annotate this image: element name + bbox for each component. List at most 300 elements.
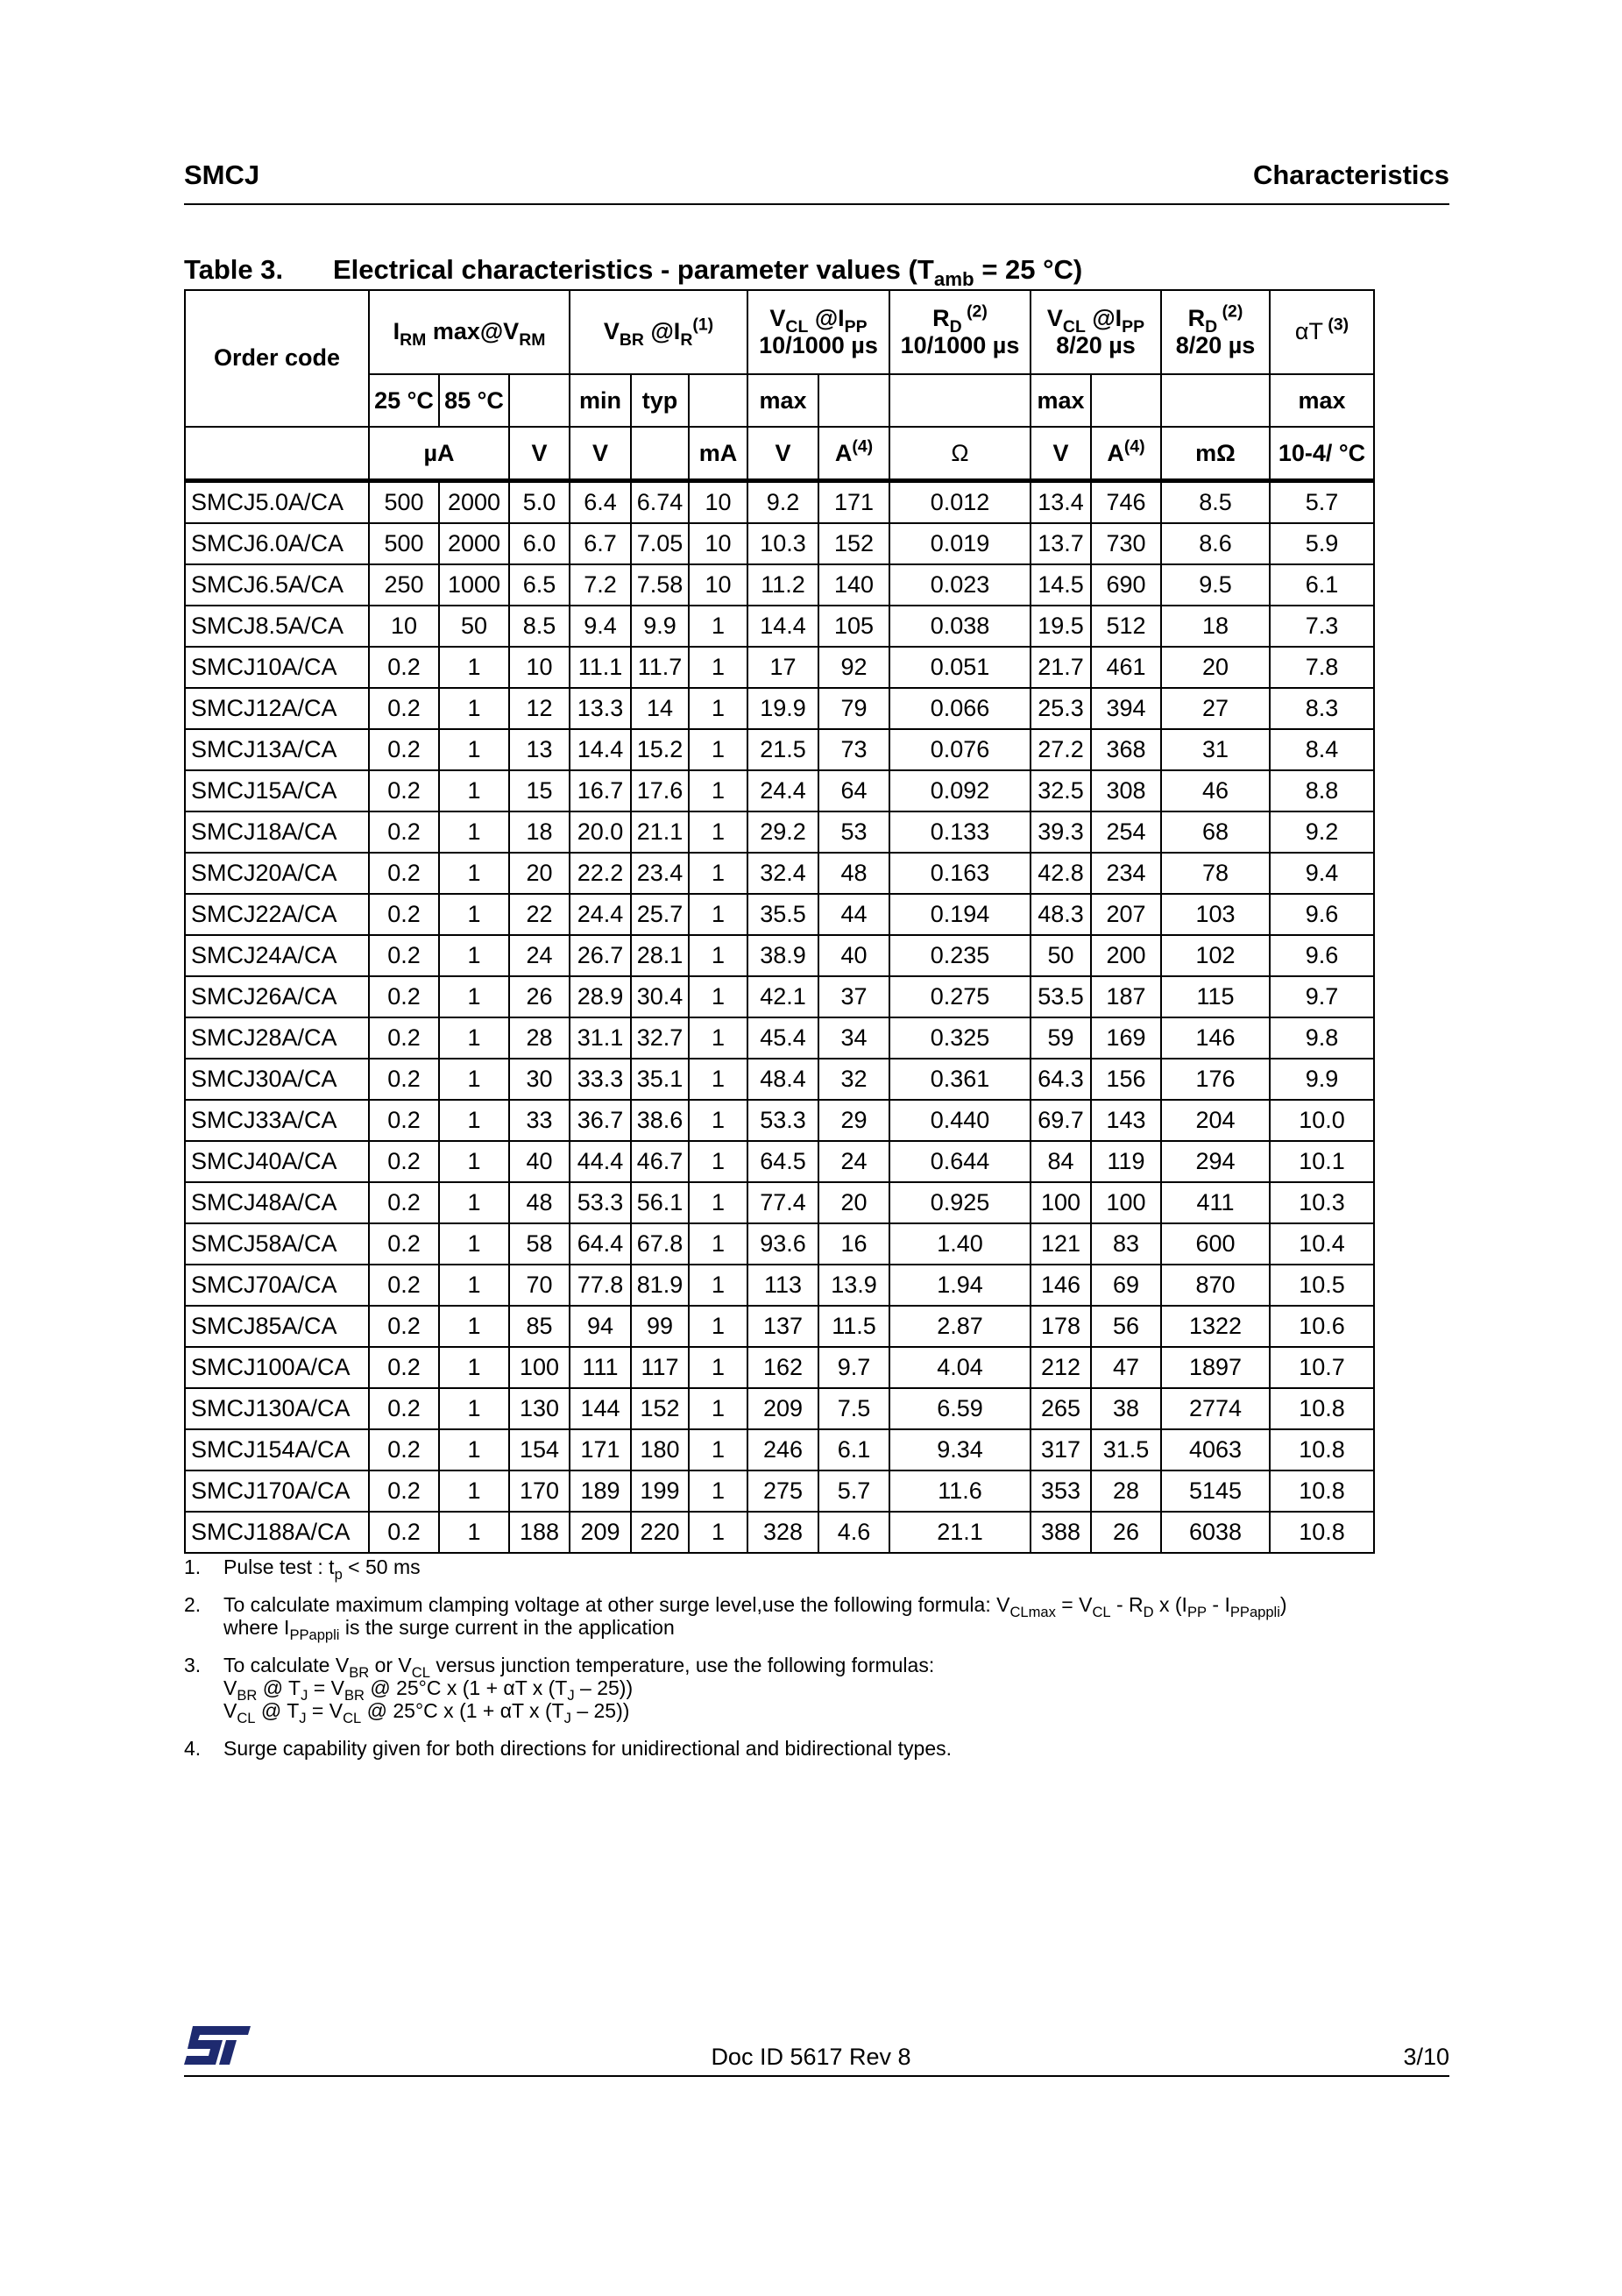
order-code-cell: SMCJ24A/CA: [185, 935, 369, 976]
table-row: [185, 647, 1374, 688]
value-cell: 10.6: [1270, 1306, 1374, 1347]
value-cell: 0.2: [369, 935, 439, 976]
footer-divider: [184, 2075, 1449, 2077]
value-cell: 0.2: [369, 688, 439, 729]
value-cell: 10.0: [1270, 1100, 1374, 1141]
value-cell: 2774: [1161, 1388, 1270, 1429]
sub-max: max: [1031, 374, 1091, 427]
value-cell: 180: [631, 1429, 689, 1470]
value-cell: 34: [818, 1017, 889, 1059]
value-cell: 42.8: [1031, 853, 1091, 894]
value-cell: 79: [818, 688, 889, 729]
value-cell: 146: [1161, 1017, 1270, 1059]
value-cell: 39.3: [1031, 811, 1091, 853]
value-cell: 10: [509, 647, 570, 688]
value-cell: 0.925: [889, 1182, 1031, 1223]
value-cell: 1: [439, 1141, 509, 1182]
value-cell: 220: [631, 1512, 689, 1553]
value-cell: 68: [1161, 811, 1270, 853]
value-cell: 27: [1161, 688, 1270, 729]
value-cell: 0.2: [369, 1306, 439, 1347]
header-title-right: Characteristics: [1252, 159, 1449, 190]
value-cell: 45.4: [747, 1017, 818, 1059]
value-cell: 27.2: [1031, 729, 1091, 770]
value-cell: 1: [439, 935, 509, 976]
order-code-cell: SMCJ58A/CA: [185, 1223, 369, 1265]
value-cell: 9.4: [570, 606, 631, 647]
unit-ohm: Ω: [889, 427, 1031, 481]
value-cell: 21.7: [1031, 647, 1091, 688]
unit-ua: µA: [369, 427, 509, 481]
value-cell: 77.4: [747, 1182, 818, 1223]
value-cell: 9.5: [1161, 564, 1270, 606]
value-cell: 31.1: [570, 1017, 631, 1059]
value-cell: 10: [689, 481, 747, 524]
value-cell: 9.7: [1270, 976, 1374, 1017]
value-cell: 15.2: [631, 729, 689, 770]
value-cell: 0.2: [369, 894, 439, 935]
value-cell: 1: [439, 811, 509, 853]
value-cell: 67.8: [631, 1223, 689, 1265]
value-cell: 46.7: [631, 1141, 689, 1182]
sub-25c: 25 °C: [369, 374, 439, 427]
value-cell: 10: [369, 606, 439, 647]
col-order-code: Order code: [185, 290, 369, 427]
value-cell: 5145: [1161, 1470, 1270, 1512]
table-row: [185, 729, 1374, 770]
value-cell: 250: [369, 564, 439, 606]
value-cell: 0.2: [369, 1265, 439, 1306]
value-cell: 14.5: [1031, 564, 1091, 606]
value-cell: 9.9: [631, 606, 689, 647]
value-cell: 1: [689, 1223, 747, 1265]
value-cell: 200: [1091, 935, 1161, 976]
value-cell: 21.5: [747, 729, 818, 770]
value-cell: 1: [439, 1429, 509, 1470]
value-cell: 1322: [1161, 1306, 1270, 1347]
col-vbr: $V_{BR}$ $@I_R^{(1)}$: [570, 290, 747, 374]
value-cell: 1: [439, 729, 509, 770]
value-cell: 10.8: [1270, 1388, 1374, 1429]
value-cell: 28.9: [570, 976, 631, 1017]
value-cell: 9.8: [1270, 1017, 1374, 1059]
value-cell: 24: [818, 1141, 889, 1182]
value-cell: 189: [570, 1470, 631, 1512]
order-code-cell: SMCJ48A/CA: [185, 1182, 369, 1223]
table-row: [185, 1347, 1374, 1388]
value-cell: 14: [631, 688, 689, 729]
table-row: [185, 853, 1374, 894]
value-cell: 22: [509, 894, 570, 935]
value-cell: 10.1: [1270, 1141, 1374, 1182]
value-cell: 1: [689, 853, 747, 894]
value-cell: 0.163: [889, 853, 1031, 894]
value-cell: 143: [1091, 1100, 1161, 1141]
table-row: [185, 1223, 1374, 1265]
value-cell: 0.2: [369, 729, 439, 770]
value-cell: 11.6: [889, 1470, 1031, 1512]
value-cell: 10.8: [1270, 1429, 1374, 1470]
table-row: [185, 1388, 1374, 1429]
value-cell: 30.4: [631, 976, 689, 1017]
value-cell: 1: [689, 1429, 747, 1470]
value-cell: 13.4: [1031, 481, 1091, 524]
value-cell: 29: [818, 1100, 889, 1141]
note-2: 2. To calculate maximum clamping voltage at other surge level,use the following formula: $V_{CLmax} = V_{CL} - R_D$ x $(I_{PP} - I_{PPappli})$ where $I_{PPappli}$ is the surge current in the application: [184, 1592, 1287, 1643]
value-cell: 1.40: [889, 1223, 1031, 1265]
unit-blank: [631, 427, 689, 481]
value-cell: 6038: [1161, 1512, 1270, 1553]
value-cell: 9.4: [1270, 853, 1374, 894]
value-cell: 48: [818, 853, 889, 894]
table-caption: [184, 254, 1083, 290]
value-cell: 69.7: [1031, 1100, 1091, 1141]
value-cell: 48.4: [747, 1059, 818, 1100]
value-cell: 0.2: [369, 1100, 439, 1141]
value-cell: 209: [570, 1512, 631, 1553]
value-cell: 1: [439, 1470, 509, 1512]
value-cell: 6.4: [570, 481, 631, 524]
value-cell: 140: [818, 564, 889, 606]
order-code-cell: SMCJ10A/CA: [185, 647, 369, 688]
value-cell: 11.2: [747, 564, 818, 606]
value-cell: 48: [509, 1182, 570, 1223]
value-cell: 21.1: [631, 811, 689, 853]
value-cell: 0.194: [889, 894, 1031, 935]
value-cell: 0.066: [889, 688, 1031, 729]
value-cell: 294: [1161, 1141, 1270, 1182]
value-cell: 111: [570, 1347, 631, 1388]
value-cell: 19.5: [1031, 606, 1091, 647]
value-cell: 254: [1091, 811, 1161, 853]
value-cell: 0.2: [369, 1182, 439, 1223]
value-cell: 730: [1091, 523, 1161, 564]
value-cell: 28: [1091, 1470, 1161, 1512]
value-cell: 32.5: [1031, 770, 1091, 811]
value-cell: 0.440: [889, 1100, 1031, 1141]
value-cell: 31: [1161, 729, 1270, 770]
value-cell: 6.5: [509, 564, 570, 606]
value-cell: 308: [1091, 770, 1161, 811]
order-code-cell: SMCJ30A/CA: [185, 1059, 369, 1100]
value-cell: 70: [509, 1265, 570, 1306]
value-cell: 5.7: [1270, 481, 1374, 524]
order-code-cell: SMCJ130A/CA: [185, 1388, 369, 1429]
value-cell: 1: [439, 1306, 509, 1347]
value-cell: 0.2: [369, 1429, 439, 1470]
value-cell: 85: [509, 1306, 570, 1347]
value-cell: 353: [1031, 1470, 1091, 1512]
value-cell: 38.6: [631, 1100, 689, 1141]
value-cell: 1: [439, 1388, 509, 1429]
value-cell: 20: [818, 1182, 889, 1223]
value-cell: 10.8: [1270, 1512, 1374, 1553]
note-1: 1. Pulse test : $t_p < 50$ ms: [184, 1555, 421, 1583]
value-cell: 83: [1091, 1223, 1161, 1265]
value-cell: 5.9: [1270, 523, 1374, 564]
value-cell: 0.2: [369, 770, 439, 811]
value-cell: 50: [439, 606, 509, 647]
value-cell: 7.8: [1270, 647, 1374, 688]
value-cell: 53.3: [747, 1100, 818, 1141]
value-cell: 7.05: [631, 523, 689, 564]
value-cell: 600: [1161, 1223, 1270, 1265]
value-cell: 4.6: [818, 1512, 889, 1553]
value-cell: 6.59: [889, 1388, 1031, 1429]
value-cell: 8.8: [1270, 770, 1374, 811]
value-cell: 50: [1031, 935, 1091, 976]
unit-coef: 10-4/ °C: [1270, 427, 1374, 481]
value-cell: 25.7: [631, 894, 689, 935]
value-cell: 9.2: [747, 481, 818, 524]
value-cell: 0.2: [369, 853, 439, 894]
order-code-cell: SMCJ170A/CA: [185, 1470, 369, 1512]
table-row: [185, 1100, 1374, 1141]
table-row: [185, 1470, 1374, 1512]
table-row: [185, 770, 1374, 811]
value-cell: 0.2: [369, 976, 439, 1017]
value-cell: 368: [1091, 729, 1161, 770]
value-cell: 9.7: [818, 1347, 889, 1388]
value-cell: 17: [747, 647, 818, 688]
value-cell: 500: [369, 481, 439, 524]
value-cell: 21.1: [889, 1512, 1031, 1553]
value-cell: 0.275: [889, 976, 1031, 1017]
value-cell: 154: [509, 1429, 570, 1470]
table-row: [185, 1265, 1374, 1306]
value-cell: 23.4: [631, 853, 689, 894]
col-vcl-10-1000: $V_{CL}$ $@I_{PP}$ 10/1000 µs: [747, 290, 889, 374]
value-cell: 0.2: [369, 1017, 439, 1059]
value-cell: 1: [689, 606, 747, 647]
value-cell: 53.3: [570, 1182, 631, 1223]
value-cell: 16: [818, 1223, 889, 1265]
header-row-units: [185, 427, 1374, 481]
value-cell: 1: [439, 1265, 509, 1306]
value-cell: 24.4: [747, 770, 818, 811]
value-cell: 0.235: [889, 935, 1031, 976]
value-cell: 10: [689, 564, 747, 606]
value-cell: 0.038: [889, 606, 1031, 647]
value-cell: 78: [1161, 853, 1270, 894]
order-code-cell: SMCJ85A/CA: [185, 1306, 369, 1347]
value-cell: 1: [439, 770, 509, 811]
sub-typ: typ: [631, 374, 689, 427]
formula-vbr: $V_{BR}$ @ $T_J = V_{BR}$ @ 25°C x (1 + αT x $(T_J - 25)$): [223, 1676, 634, 1704]
value-cell: 1: [689, 935, 747, 976]
value-cell: 187: [1091, 976, 1161, 1017]
value-cell: 169: [1091, 1017, 1161, 1059]
value-cell: 0.2: [369, 1059, 439, 1100]
value-cell: 8.3: [1270, 688, 1374, 729]
value-cell: 42.1: [747, 976, 818, 1017]
table-row: [185, 481, 1374, 524]
value-cell: 275: [747, 1470, 818, 1512]
note-4: 4. Surge capability given for both directions for unidirectional and bidirectional types.: [184, 1736, 953, 1760]
value-cell: 26: [1091, 1512, 1161, 1553]
value-cell: 461: [1091, 647, 1161, 688]
value-cell: 24: [509, 935, 570, 976]
value-cell: 1: [689, 976, 747, 1017]
value-cell: 690: [1091, 564, 1161, 606]
value-cell: 103: [1161, 894, 1270, 935]
value-cell: 746: [1091, 481, 1161, 524]
value-cell: 1: [689, 647, 747, 688]
sub-blank: [889, 374, 1031, 427]
order-code-cell: SMCJ5.0A/CA: [185, 481, 369, 524]
value-cell: 10.4: [1270, 1223, 1374, 1265]
value-cell: 53.5: [1031, 976, 1091, 1017]
value-cell: 2000: [439, 481, 509, 524]
value-cell: 171: [818, 481, 889, 524]
value-cell: 0.2: [369, 1512, 439, 1553]
value-cell: 13.7: [1031, 523, 1091, 564]
order-code-cell: SMCJ8.5A/CA: [185, 606, 369, 647]
value-cell: 15: [509, 770, 570, 811]
value-cell: 6.1: [818, 1429, 889, 1470]
value-cell: 0.2: [369, 1388, 439, 1429]
unit-v: V: [747, 427, 818, 481]
value-cell: 1: [439, 647, 509, 688]
value-cell: 19.9: [747, 688, 818, 729]
value-cell: 0.2: [369, 811, 439, 853]
value-cell: 64.3: [1031, 1059, 1091, 1100]
table-row: [185, 1182, 1374, 1223]
table-row: [185, 564, 1374, 606]
table-row: [185, 1141, 1374, 1182]
table-row: [185, 935, 1374, 976]
sub-min: min: [570, 374, 631, 427]
value-cell: 40: [509, 1141, 570, 1182]
value-cell: 1: [689, 1347, 747, 1388]
sub-max: max: [747, 374, 818, 427]
footer-page-number: 3/10: [1403, 2044, 1449, 2070]
value-cell: 37: [818, 976, 889, 1017]
value-cell: 162: [747, 1347, 818, 1388]
unit-v: V: [570, 427, 631, 481]
value-cell: 33: [509, 1100, 570, 1141]
note-3: 3. To calculate $V_{BR}$ or $V_{CL}$ versus junction temperature, use the following formulas: $V_{BR}$ @ $T_J = V_{BR}$ @ 25°C x (1 + αT x $(T_J - 25)$) $V_{CL}$ @ $T_J = V_{CL}$ @ 25°C x (1 + αT x $(T_J - 25)$): [184, 1654, 1463, 1722]
value-cell: 1: [689, 1306, 747, 1347]
unit-blank: [185, 427, 369, 481]
value-cell: 0.023: [889, 564, 1031, 606]
value-cell: 0.644: [889, 1141, 1031, 1182]
value-cell: 234: [1091, 853, 1161, 894]
value-cell: 176: [1161, 1059, 1270, 1100]
value-cell: 171: [570, 1429, 631, 1470]
col-irm: $I_{RM}$ $\max@V_{RM}$: [369, 290, 570, 374]
value-cell: 178: [1031, 1306, 1091, 1347]
table-row: [185, 811, 1374, 853]
value-cell: 1: [689, 1059, 747, 1100]
value-cell: 4.04: [889, 1347, 1031, 1388]
value-cell: 92: [818, 647, 889, 688]
sub-85c: 85 °C: [439, 374, 509, 427]
value-cell: 0.012: [889, 481, 1031, 524]
value-cell: 38.9: [747, 935, 818, 976]
value-cell: 119: [1091, 1141, 1161, 1182]
order-code-cell: SMCJ6.5A/CA: [185, 564, 369, 606]
value-cell: 7.3: [1270, 606, 1374, 647]
value-cell: 328: [747, 1512, 818, 1553]
sub-blank: [689, 374, 747, 427]
value-cell: 56.1: [631, 1182, 689, 1223]
value-cell: 1: [689, 1141, 747, 1182]
order-code-cell: SMCJ154A/CA: [185, 1429, 369, 1470]
value-cell: 152: [818, 523, 889, 564]
table-row: [185, 1429, 1374, 1470]
value-cell: 6.74: [631, 481, 689, 524]
value-cell: 1: [689, 770, 747, 811]
order-code-cell: SMCJ28A/CA: [185, 1017, 369, 1059]
value-cell: 6.1: [1270, 564, 1374, 606]
value-cell: 1: [689, 1470, 747, 1512]
value-cell: 1: [439, 853, 509, 894]
value-cell: 1: [439, 894, 509, 935]
table-row: [185, 894, 1374, 935]
value-cell: 105: [818, 606, 889, 647]
order-code-cell: SMCJ188A/CA: [185, 1512, 369, 1553]
table-notes: [184, 1555, 1463, 1775]
value-cell: 1: [439, 1223, 509, 1265]
value-cell: 1: [689, 1017, 747, 1059]
unit-a: $A^{(4)}$: [818, 427, 889, 481]
value-cell: 28.1: [631, 935, 689, 976]
value-cell: 1: [439, 688, 509, 729]
value-cell: 8.6: [1161, 523, 1270, 564]
value-cell: 26: [509, 976, 570, 1017]
value-cell: 13: [509, 729, 570, 770]
value-cell: 100: [1091, 1182, 1161, 1223]
value-cell: 14.4: [570, 729, 631, 770]
value-cell: 0.361: [889, 1059, 1031, 1100]
value-cell: 512: [1091, 606, 1161, 647]
value-cell: 64: [818, 770, 889, 811]
value-cell: 0.2: [369, 647, 439, 688]
value-cell: 204: [1161, 1100, 1270, 1141]
footer-doc-id: Doc ID 5617 Rev 8: [711, 2044, 911, 2070]
header-row-1: [185, 290, 1374, 374]
order-code-cell: SMCJ22A/CA: [185, 894, 369, 935]
unit-ma: mA: [689, 427, 747, 481]
value-cell: 13.3: [570, 688, 631, 729]
value-cell: 44.4: [570, 1141, 631, 1182]
value-cell: 10.3: [747, 523, 818, 564]
value-cell: 84: [1031, 1141, 1091, 1182]
value-cell: 8.4: [1270, 729, 1374, 770]
value-cell: 130: [509, 1388, 570, 1429]
table-row: [185, 976, 1374, 1017]
col-rd-8-20: $R_D$ $^{(2)}$ 8/20 µs: [1161, 290, 1270, 374]
value-cell: 48.3: [1031, 894, 1091, 935]
table-row: [185, 606, 1374, 647]
value-cell: 10.8: [1270, 1470, 1374, 1512]
value-cell: 46: [1161, 770, 1270, 811]
col-alpha-t: αT $^{(3)}$: [1270, 290, 1374, 374]
electrical-characteristics-table: [184, 289, 1375, 1554]
value-cell: 0.051: [889, 647, 1031, 688]
value-cell: 265: [1031, 1388, 1091, 1429]
value-cell: 0.2: [369, 1223, 439, 1265]
value-cell: 35.5: [747, 894, 818, 935]
value-cell: 500: [369, 523, 439, 564]
value-cell: 10.5: [1270, 1265, 1374, 1306]
value-cell: 2000: [439, 523, 509, 564]
value-cell: 18: [1161, 606, 1270, 647]
value-cell: 10.7: [1270, 1347, 1374, 1388]
table-row: [185, 1017, 1374, 1059]
unit-a: $A^{(4)}$: [1091, 427, 1161, 481]
